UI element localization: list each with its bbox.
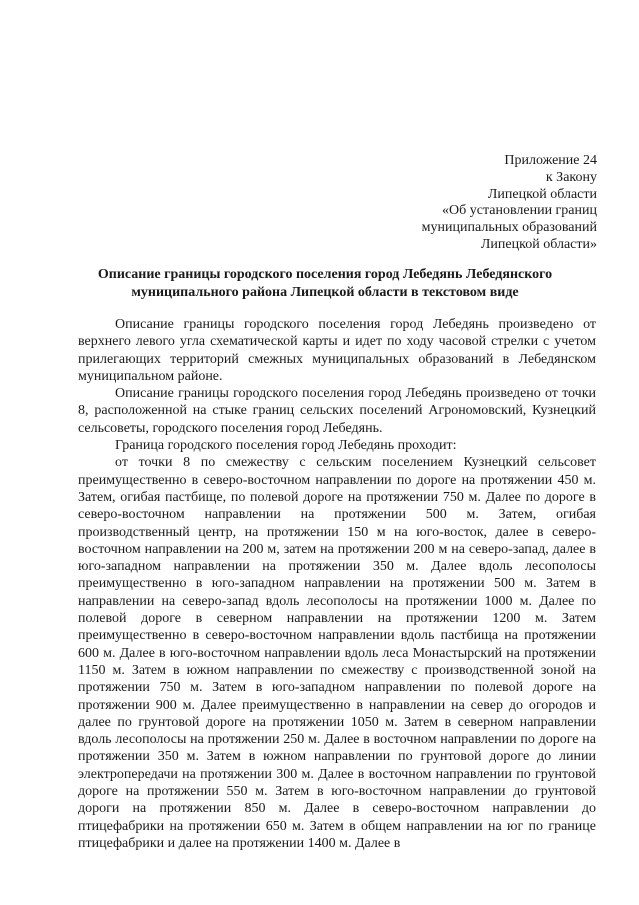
title-line-2: муниципального района Липецкой области в текстовом виде <box>131 285 519 300</box>
paragraph: Граница городского поселения город Лебедянь проходит: <box>115 438 457 454</box>
paragraph: от точки 8 по смежеству с сельским поселением Кузнецкий сельсовет преимущественно в северо-восточном направлении по дороге на протяжении 450 м. Затем, огибая пастбище, по полевой дороге на протяжении 750 м. Далее по дороге в северо-восточном направлении на протяжении 500 м. Затем, огибая производственный центр, на протяжении 150 м на юго-восток, далее в северо-восточном направлении на 200 м, затем на протяжении 200 м на северо-запад, далее в юго-западном направлении на протяжении 350 м. Далее вдоль лесополосы преимущественно в юго-западном направлении на протяжении 500 м. Затем в направлении на северо-запад вдоль лесополосы на протяжении 1000 м. Далее по полевой дороге в северном направлении на протяжении 1200 м. Затем преимущественно в северо-восточном направлении вдоль пастбища на протяжении 600 м. Далее в юго-восточном направлении вдоль леса Монастырский на протяжении 1150 м. Затем в южном направлении по смежеству с производственной зоной на протяжении 750 м. Затем в юго-западном направлении по полевой дороге на протяжении 900 м. Далее преимущественно в направлении на север до огородов и далее по грунтовой дороге на протяжении 1050 м. Затем в северном направлении вдоль лесополосы на протяжении 250 м. Далее в восточном направлении по дороге на протяжении 350 м. Затем в южном направлении по грунтовой дороге до линии электропередачи на протяжении 300 м. Далее в восточном направлении по грунтовой дороге на протяжении 550 м. Затем в юго-восточном направлении до грунтовой дороги на протяжении 850 м. Далее в северо-восточном направлении до птицефабрики на протяжении 650 м. Затем в общем направлении на юг по границе птицефабрики и далее на протяжении 1400 м. Далее в <box>78 455 596 851</box>
appendix-line: к Закону <box>545 169 597 185</box>
appendix-line: Приложение 24 <box>504 153 597 168</box>
appendix-line: Липецкой области» <box>480 236 597 252</box>
appendix-line: «Об установлении границ <box>442 203 597 219</box>
appendix-line: Липецкой области <box>487 186 597 202</box>
paragraph: Описание границы городского поселения город Лебедянь произведено от верхнего левого угла схематической карты и идет по ходу часовой стрелки с учетом прилегающих территорий смежных муниципальных образований в Лебедянском муниципальном районе. <box>78 317 596 384</box>
document-body <box>78 316 596 852</box>
paragraph: Описание границы городского поселения город Лебедянь произведено от точки 8, расположенной на стыке границ сельских поселений Агрономовский, Кузнецкий сельсоветы, городского поселения город Лебедянь. <box>78 386 596 436</box>
title-line-1: Описание границы городского поселения город Лебедянь Лебедянского <box>97 267 553 282</box>
appendix-header <box>422 153 597 254</box>
document-title <box>60 266 590 302</box>
appendix-line: муниципальных образований <box>421 220 597 236</box>
